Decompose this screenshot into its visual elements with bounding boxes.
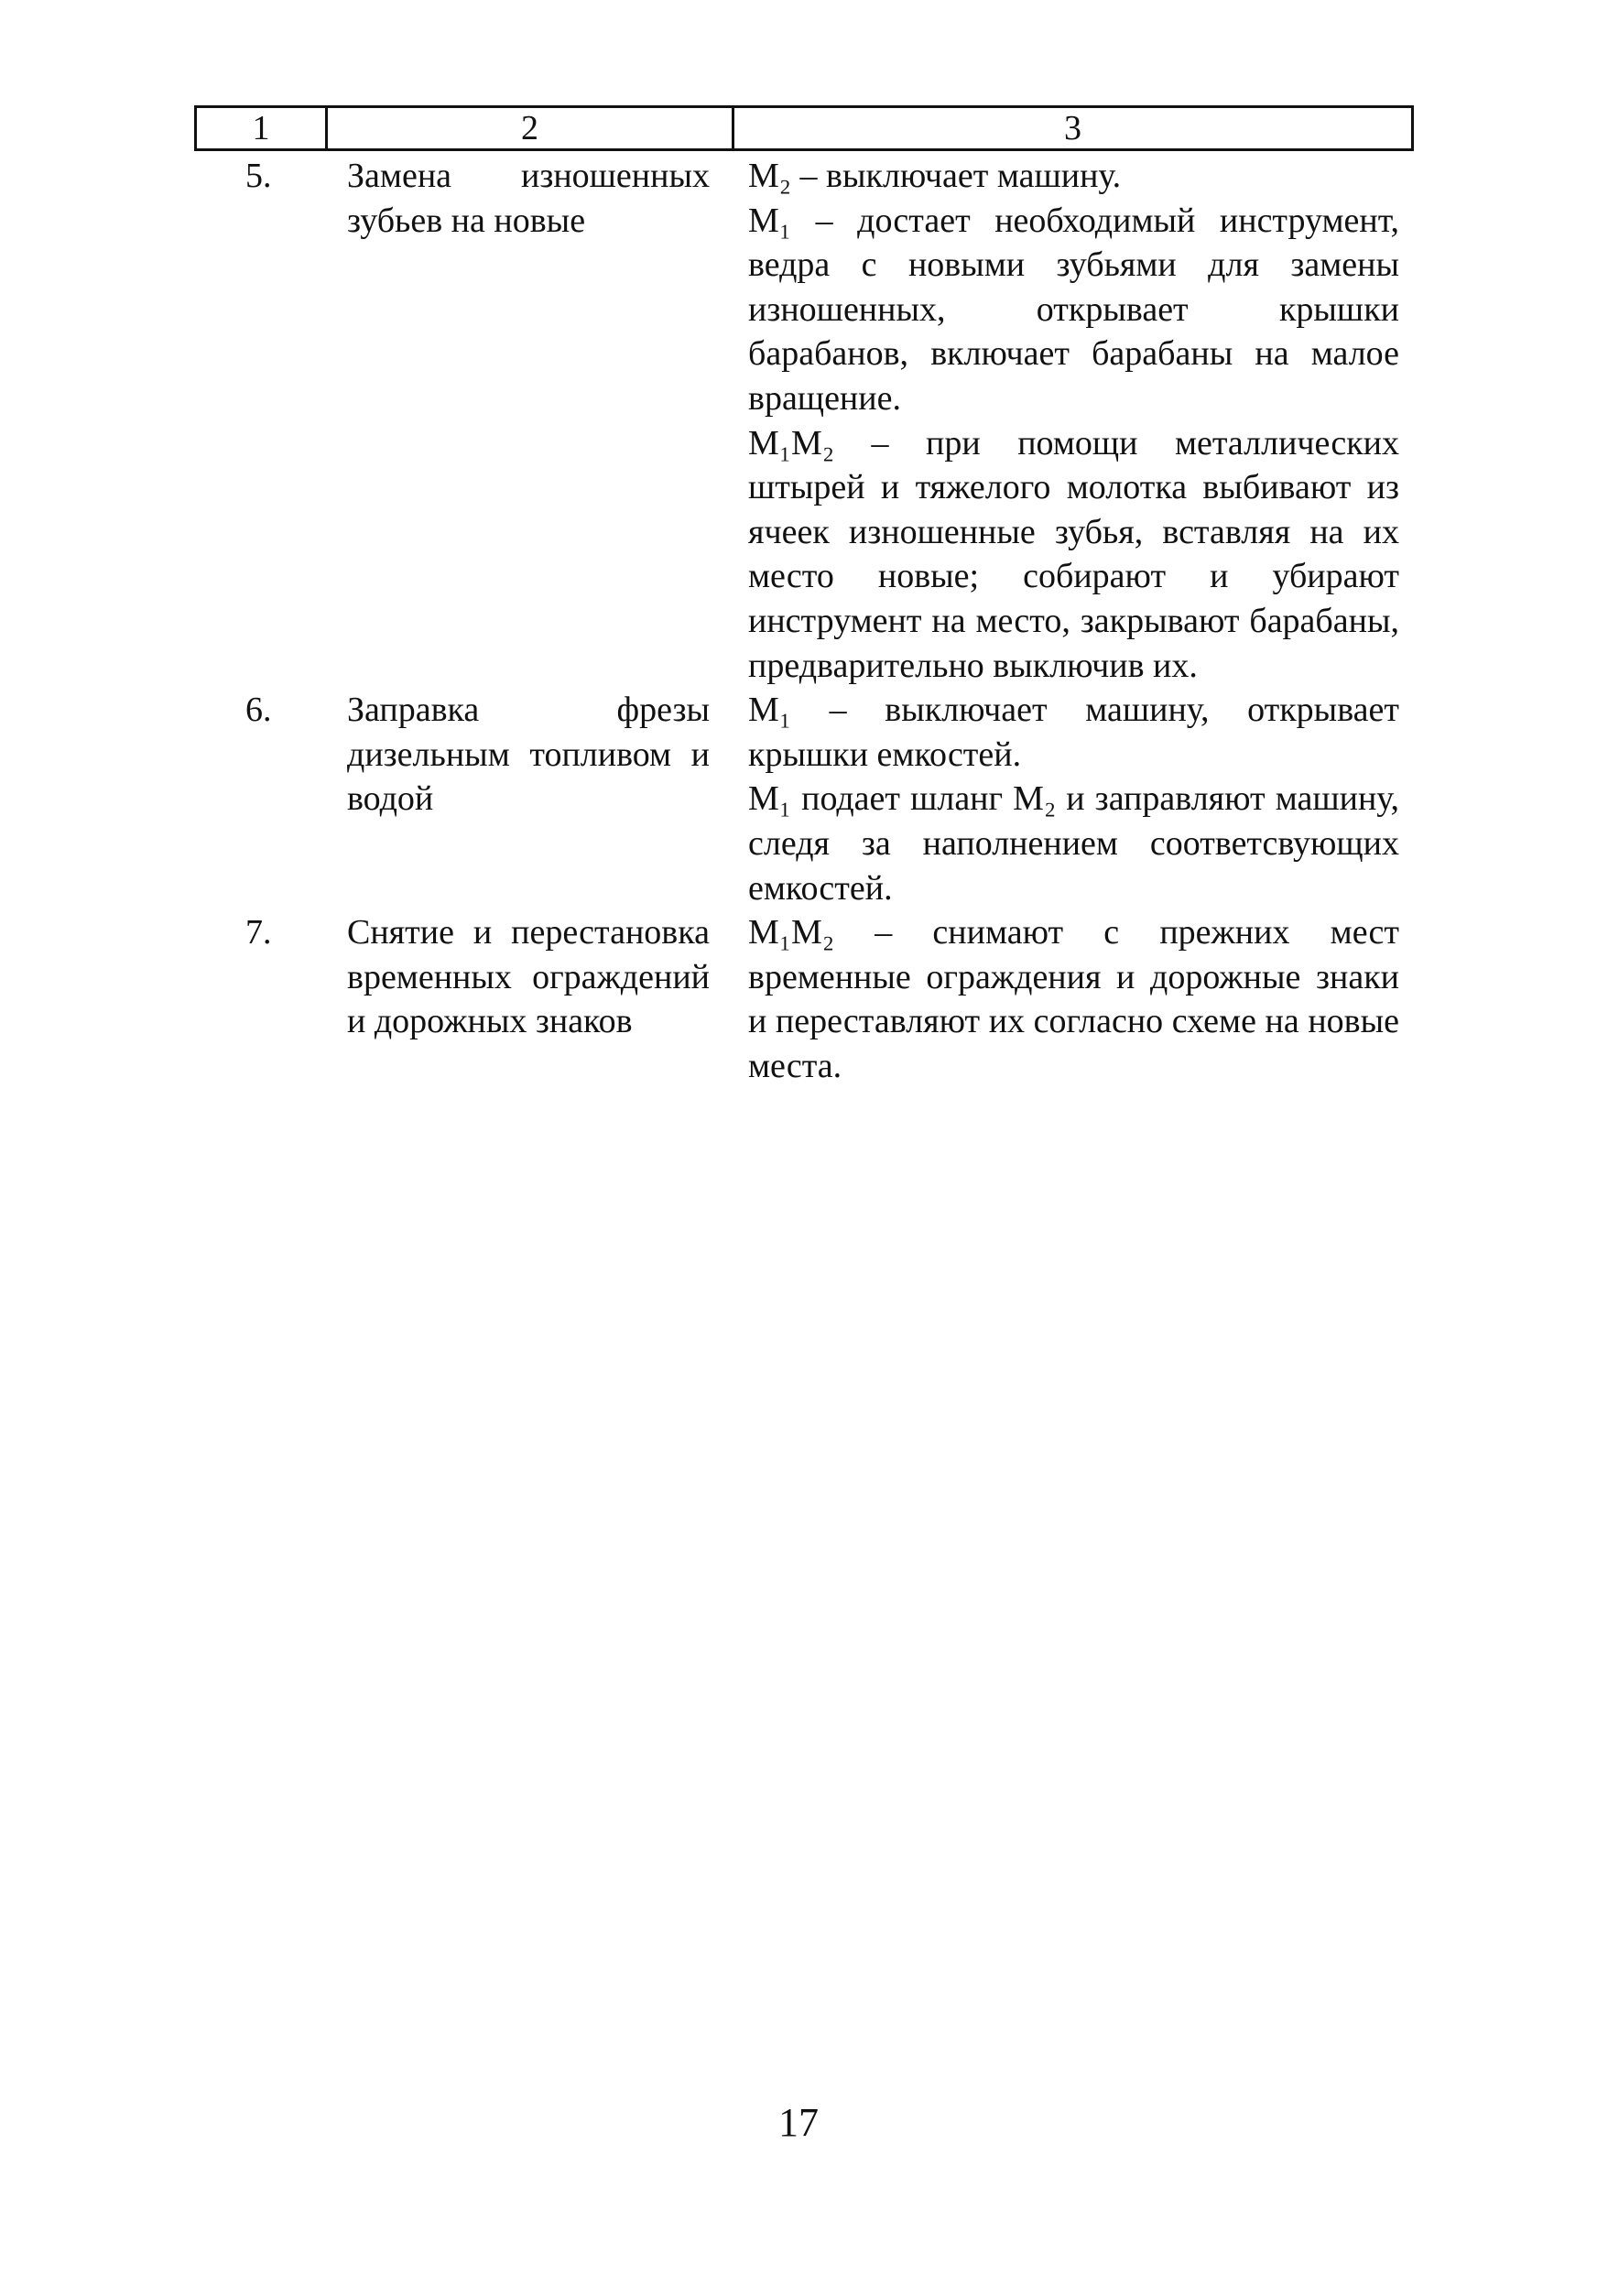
row-number: 7.	[245, 913, 272, 952]
description-paragraph: M₁ подает шланг M₂ и заправляют машину, следя за наполнением соответсвующих емкостей.	[748, 779, 1399, 908]
table-row	[194, 688, 1414, 910]
operation-name: Замена изношенных зубьев на новые	[347, 157, 710, 240]
description-paragraph: M₁ – выключает машину, открывает крышки емкостей.	[748, 691, 1399, 774]
description-paragraph: M₁M₂ – снимают с прежних мест временные ограждения и дорожные знаки и переставляют их согласно схеме на новые места.	[748, 913, 1399, 1085]
table-body	[194, 154, 1414, 1088]
operation-name: Заправка фрезы дизельным топливом и водой	[347, 691, 710, 819]
row-number: 6.	[245, 691, 272, 730]
row-number: 5.	[245, 157, 272, 195]
header-cell-2: 2	[328, 108, 734, 148]
operation-name: Снятие и перестановка временных ограждений и дорожных знаков	[347, 913, 710, 1041]
operation-description	[748, 688, 1399, 910]
operation-description	[748, 910, 1399, 1088]
description-paragraph: M₁ – достает необходимый инструмент, ведра с новыми зубьями для замены изношенных, открывает крышки барабанов, включает барабаны на малое вращение.	[748, 201, 1399, 418]
header-cell-1: 1	[197, 108, 328, 148]
table-header-row	[194, 105, 1414, 151]
page-number: 17	[778, 2100, 819, 2145]
description-paragraph: M₁M₂ – при помощи металлических штырей и тяжелого молотка выбивают из ячеек изношенные зубья, вставляя на их место новые; собирают и убирают инструмент на место, закрывают барабаны, предварительно выключив их.	[748, 423, 1399, 685]
table-row	[194, 910, 1414, 1088]
table-row	[194, 154, 1414, 688]
description-paragraph: M₂ – выключает машину.	[748, 157, 1122, 195]
header-cell-3: 3	[1064, 109, 1081, 147]
operation-description	[748, 154, 1399, 688]
